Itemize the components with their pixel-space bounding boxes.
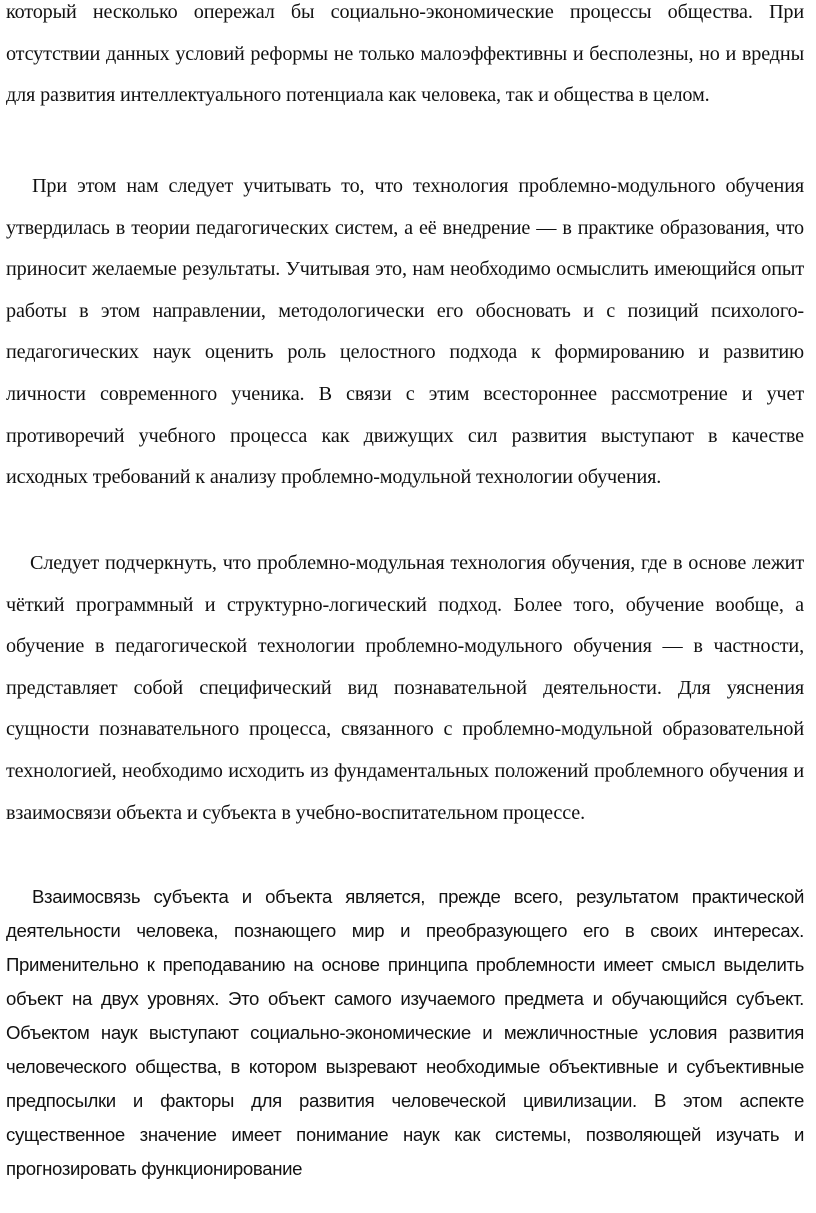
- paragraph-2: При этом нам следует учитывать то, что технология проблемно-модульного обучения утвердилась в теории педагогических систем, а её внедрение — в практике образования, что приносит желаемые результаты. Учитывая это, нам необходимо осмыслить имеющийся опыт работы в этом направлении, методологически его обосновать и с позиций психолого-педагогических наук оценить роль целостного подхода к формированию и развитию личности современного ученика. В связи с этим всестороннее рассмотрение и учет противоречий учебного процесса как движущих сил развития выступают в качестве исходных требований к анализу проблемно-модульной технологии обучения.: [6, 175, 804, 489]
- paragraph-3: Следует подчеркнуть, что проблемно-модульная технология обучения, где в основе лежит чёткий программный и структурно-логический подход. Более того, обучение вообще, а обучение в педагогической технологии проблемно-модульного обучения — в частности, представляет собой специфический вид познавательной деятельности. Для уяснения сущности познавательного процесса, связанного с проблемно-модульной образовательной технологией, необходимо исходить из фундаментальных положений проблемного обучения и взаимосвязи объекта и субъекта в учебно-воспитательном процессе.: [6, 552, 804, 824]
- paragraph-4: Взаимосвязь субъекта и объекта является, прежде всего, результатом практической деятельности человека, познающего мир и преобразующего его в своих интересах. Применительно к преподаванию на основе принципа проблемности имеет смысл выделить объект на двух уровнях. Это объект самого изучаемого предмета и обучающийся субъект. Объектом наук выступают социально-экономические и межличностные условия развития человеческого общества, в котором вызревают необходимые объективные и субъективные предпосылки и факторы для развития человеческой цивилизации. В этом аспекте существенное значение имеет понимание наук как системы, позволяющей изучать и прогнозировать функционирование: [6, 886, 804, 1179]
- paragraph-1: который несколько опережал бы социально-экономические процессы общества. При отсутствии данных условий реформы не только малоэффективны и бесполезны, но и вредны для развития интеллектуального потенциала как человека, так и общества в целом.: [6, 1, 804, 107]
